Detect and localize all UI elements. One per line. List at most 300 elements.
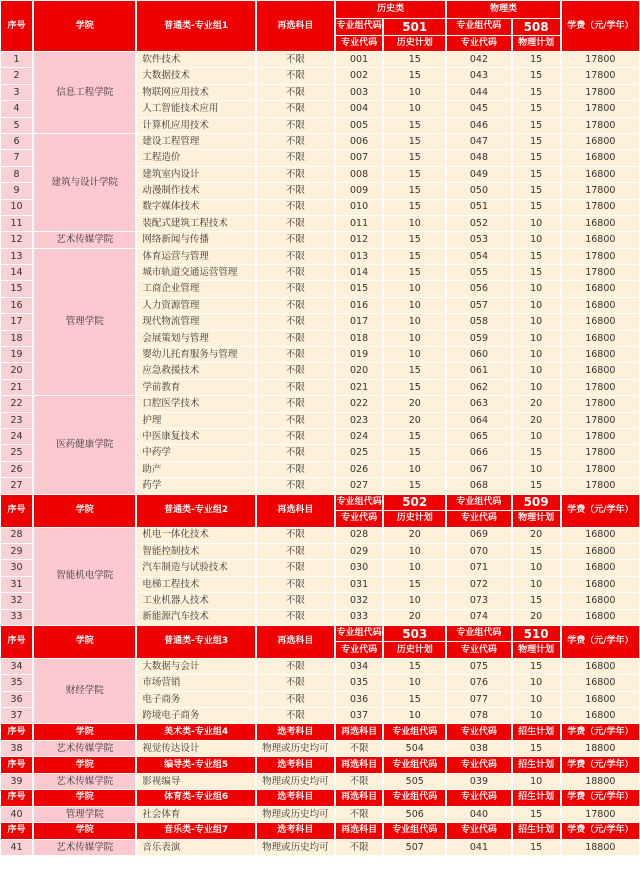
- header-group-title: 普通类-专业组1: [137, 1, 254, 51]
- seq-cell: 20: [1, 363, 32, 378]
- fee-cell: 17800: [562, 807, 639, 822]
- fee-cell: 17800: [562, 478, 639, 493]
- major-name-cell: 装配式建筑工程技术: [137, 216, 254, 231]
- fee-cell: 16800: [562, 675, 639, 690]
- header-group-code: 专业组代码: [336, 626, 382, 642]
- phys-plan-cell: 20: [513, 413, 560, 428]
- watermark: 高考直通车: [564, 864, 630, 878]
- phys-group-code: 509: [513, 495, 560, 511]
- phys-major-code-cell: 067: [447, 462, 510, 477]
- elective-cell: 不限: [336, 774, 382, 789]
- hist-plan-cell: 15: [384, 183, 445, 198]
- header-college: 学院: [34, 1, 135, 51]
- elective-cell: 不限: [257, 528, 334, 543]
- college-cell: 艺术传媒学院: [34, 774, 135, 789]
- seq-cell: 40: [1, 807, 32, 822]
- phys-plan-cell: 15: [513, 85, 560, 100]
- exam-subject-cell: 物理或历史均可: [257, 840, 334, 855]
- hist-major-code-cell: 024: [336, 429, 382, 444]
- college-cell: 财经学院: [34, 659, 135, 724]
- seq-cell: 18: [1, 331, 32, 346]
- fee-cell: 17800: [562, 85, 639, 100]
- header-seq: 序号: [1, 757, 32, 773]
- fee-cell: 16800: [562, 150, 639, 165]
- hist-major-code-cell: 025: [336, 445, 382, 460]
- phys-plan-cell: 15: [513, 249, 560, 264]
- phys-major-code-cell: 047: [447, 134, 510, 149]
- table-row: [1, 807, 639, 822]
- phys-plan-cell: 15: [513, 150, 560, 165]
- major-name-cell: 建设工程管理: [137, 134, 254, 149]
- phys-major-code-cell: 070: [447, 544, 510, 559]
- hist-plan-cell: 10: [384, 708, 445, 723]
- hist-group-code: 503: [384, 626, 445, 642]
- header-seq: 序号: [1, 823, 32, 839]
- header-group-code: 专业组代码: [384, 823, 445, 839]
- header-exam-subject: 选考科目: [257, 790, 334, 806]
- fee-cell: 18800: [562, 741, 639, 756]
- group-header: [1, 626, 639, 642]
- header-group-title: 普通类-专业组2: [137, 495, 254, 527]
- hist-plan-cell: 15: [384, 118, 445, 133]
- header-college: 学院: [34, 757, 135, 773]
- header-college: 学院: [34, 790, 135, 806]
- phys-plan-cell: 20: [513, 528, 560, 543]
- hist-major-code-cell: 012: [336, 232, 382, 247]
- seq-cell: 26: [1, 462, 32, 477]
- major-name-cell: 护理: [137, 413, 254, 428]
- hist-plan-cell: 10: [384, 314, 445, 329]
- phys-major-code-cell: 072: [447, 577, 510, 592]
- phys-plan-cell: 10: [513, 216, 560, 231]
- hist-plan-cell: 15: [384, 478, 445, 493]
- header-elective: 再选科目: [336, 757, 382, 773]
- fee-cell: 16800: [562, 216, 639, 231]
- elective-cell: 不限: [257, 560, 334, 575]
- hist-major-code-cell: 021: [336, 380, 382, 395]
- major-code-cell: 038: [447, 741, 510, 756]
- hist-major-code-cell: 023: [336, 413, 382, 428]
- table-row: [1, 528, 639, 543]
- phys-plan-cell: 10: [513, 675, 560, 690]
- major-name-cell: 计算机应用技术: [137, 118, 254, 133]
- major-name-cell: 应急救援技术: [137, 363, 254, 378]
- fee-cell: 17800: [562, 445, 639, 460]
- phys-plan-cell: 15: [513, 183, 560, 198]
- elective-cell: 不限: [257, 216, 334, 231]
- elective-cell: 不限: [257, 445, 334, 460]
- elective-cell: 不限: [336, 840, 382, 855]
- hist-plan-cell: 15: [384, 429, 445, 444]
- fee-cell: 18800: [562, 840, 639, 855]
- exam-subject-cell: 物理或历史均可: [257, 774, 334, 789]
- elective-cell: 不限: [257, 544, 334, 559]
- seq-cell: 36: [1, 692, 32, 707]
- fee-cell: 16800: [562, 347, 639, 362]
- header-group-code: 专业组代码: [384, 724, 445, 740]
- phys-plan-cell: 10: [513, 331, 560, 346]
- seq-cell: 21: [1, 380, 32, 395]
- hist-plan-cell: 15: [384, 232, 445, 247]
- fee-cell: 16800: [562, 134, 639, 149]
- exam-subject-cell: 物理或历史均可: [257, 741, 334, 756]
- major-name-cell: 电梯工程技术: [137, 577, 254, 592]
- elective-cell: 不限: [257, 593, 334, 608]
- fee-cell: 17800: [562, 380, 639, 395]
- header-seq: 序号: [1, 1, 32, 51]
- header-fee: 学费（元/学年）: [562, 790, 639, 806]
- seq-cell: 11: [1, 216, 32, 231]
- phys-major-code-cell: 050: [447, 183, 510, 198]
- seq-cell: 33: [1, 610, 32, 625]
- phys-plan-cell: 10: [513, 560, 560, 575]
- hist-major-code-cell: 010: [336, 200, 382, 215]
- seq-cell: 15: [1, 281, 32, 296]
- fee-cell: 17800: [562, 118, 639, 133]
- fee-cell: 17800: [562, 265, 639, 280]
- major-name-cell: 新能源汽车技术: [137, 610, 254, 625]
- header-seq: 序号: [1, 724, 32, 740]
- phys-major-code-cell: 061: [447, 363, 510, 378]
- seq-cell: 12: [1, 232, 32, 247]
- seq-cell: 29: [1, 544, 32, 559]
- seq-cell: 16: [1, 298, 32, 313]
- phys-major-code-cell: 069: [447, 528, 510, 543]
- phys-plan-cell: 15: [513, 200, 560, 215]
- hist-plan-cell: 15: [384, 249, 445, 264]
- elective-cell: 不限: [257, 281, 334, 296]
- elective-cell: 不限: [257, 314, 334, 329]
- major-code-cell: 040: [447, 807, 510, 822]
- header-major-code: 专业代码: [336, 511, 382, 527]
- major-name-cell: 影视编导: [137, 774, 254, 789]
- phys-plan-cell: 10: [513, 347, 560, 362]
- header-major-code: 专业代码: [447, 642, 510, 658]
- major-name-cell: 工商企业管理: [137, 281, 254, 296]
- phys-plan-cell: 10: [513, 462, 560, 477]
- table-row: [1, 134, 639, 149]
- header-fee: 学费（元/学年）: [562, 626, 639, 658]
- fee-cell: 16800: [562, 708, 639, 723]
- header-group-title: 编导类-专业组5: [137, 757, 254, 773]
- phys-plan-cell: 10: [513, 298, 560, 313]
- phys-major-code-cell: 054: [447, 249, 510, 264]
- phys-plan-cell: 15: [513, 167, 560, 182]
- phys-plan-cell: 10: [513, 380, 560, 395]
- seq-cell: 34: [1, 659, 32, 674]
- fee-cell: 16800: [562, 692, 639, 707]
- hist-plan-cell: 10: [384, 216, 445, 231]
- seq-cell: 6: [1, 134, 32, 149]
- phys-major-code-cell: 059: [447, 331, 510, 346]
- elective-cell: 不限: [257, 429, 334, 444]
- phys-plan-cell: 10: [513, 577, 560, 592]
- college-cell: 艺术传媒学院: [34, 741, 135, 756]
- elective-cell: 不限: [257, 363, 334, 378]
- header-exam-subject: 选考科目: [257, 757, 334, 773]
- phys-major-code-cell: 077: [447, 692, 510, 707]
- hist-plan-cell: 15: [384, 200, 445, 215]
- group-code-cell: 504: [384, 741, 445, 756]
- major-name-cell: 人力资源管理: [137, 298, 254, 313]
- elective-cell: 不限: [257, 478, 334, 493]
- major-name-cell: 物联网应用技术: [137, 85, 254, 100]
- group-header: [1, 1, 639, 18]
- enroll-plan-cell: 15: [513, 807, 560, 822]
- hist-major-code-cell: 030: [336, 560, 382, 575]
- fee-cell: 16800: [562, 610, 639, 625]
- group-code-cell: 506: [384, 807, 445, 822]
- header-fee: 学费（元/学年）: [562, 724, 639, 740]
- seq-cell: 27: [1, 478, 32, 493]
- seq-cell: 30: [1, 560, 32, 575]
- header-enroll-plan: 招生计划: [513, 790, 560, 806]
- hist-major-code-cell: 008: [336, 167, 382, 182]
- elective-cell: 不限: [257, 134, 334, 149]
- fee-cell: 17800: [562, 429, 639, 444]
- header-exam-subject: 选考科目: [257, 823, 334, 839]
- elective-cell: 不限: [257, 413, 334, 428]
- hist-major-code-cell: 002: [336, 68, 382, 83]
- major-name-cell: 数字媒体技术: [137, 200, 254, 215]
- header-major-code: 专业代码: [336, 642, 382, 658]
- hist-major-code-cell: 026: [336, 462, 382, 477]
- header-phys-plan: 物理计划: [513, 511, 560, 527]
- header-enroll-plan: 招生计划: [513, 823, 560, 839]
- seq-cell: 31: [1, 577, 32, 592]
- header-seq: 序号: [1, 626, 32, 658]
- header-elective: 再选科目: [257, 626, 334, 658]
- phys-plan-cell: 10: [513, 708, 560, 723]
- seq-cell: 24: [1, 429, 32, 444]
- phys-group-code: 510: [513, 626, 560, 642]
- table-row: [1, 659, 639, 674]
- fee-cell: 16800: [562, 528, 639, 543]
- header-physics: 物理类: [447, 1, 559, 18]
- hist-major-code-cell: 014: [336, 265, 382, 280]
- phys-major-code-cell: 049: [447, 167, 510, 182]
- seq-cell: 35: [1, 675, 32, 690]
- elective-cell: 不限: [257, 200, 334, 215]
- major-name-cell: 机电一体化技术: [137, 528, 254, 543]
- phys-major-code-cell: 076: [447, 675, 510, 690]
- fee-cell: 17800: [562, 413, 639, 428]
- enroll-plan-cell: 15: [513, 840, 560, 855]
- header-college: 学院: [34, 823, 135, 839]
- phys-plan-cell: 15: [513, 445, 560, 460]
- art-group-header: [1, 757, 639, 773]
- table-row: [1, 741, 639, 756]
- phys-major-code-cell: 075: [447, 659, 510, 674]
- hist-major-code-cell: 032: [336, 593, 382, 608]
- hist-major-code-cell: 033: [336, 610, 382, 625]
- header-fee: 学费（元/学年）: [562, 1, 639, 51]
- fee-cell: 16800: [562, 363, 639, 378]
- header-major-code: 专业代码: [336, 36, 382, 52]
- hist-plan-cell: 20: [384, 413, 445, 428]
- phys-major-code-cell: 044: [447, 85, 510, 100]
- hist-major-code-cell: 007: [336, 150, 382, 165]
- elective-cell: 不限: [257, 118, 334, 133]
- group-code-cell: 507: [384, 840, 445, 855]
- fee-cell: 17800: [562, 68, 639, 83]
- seq-cell: 17: [1, 314, 32, 329]
- major-name-cell: 软件技术: [137, 52, 254, 67]
- college-cell: 管理学院: [34, 807, 135, 822]
- phys-major-code-cell: 068: [447, 478, 510, 493]
- seq-cell: 28: [1, 528, 32, 543]
- header-group-code: 专业组代码: [447, 19, 510, 35]
- header-phys-plan: 物理计划: [513, 36, 560, 52]
- seq-cell: 3: [1, 85, 32, 100]
- major-name-cell: 药学: [137, 478, 254, 493]
- fee-cell: 17800: [562, 52, 639, 67]
- major-name-cell: 中药学: [137, 445, 254, 460]
- phys-group-code: 508: [513, 19, 560, 35]
- header-elective: 再选科目: [336, 724, 382, 740]
- major-name-cell: 汽车制造与试验技术: [137, 560, 254, 575]
- phys-plan-cell: 10: [513, 281, 560, 296]
- table-row: [1, 52, 639, 67]
- major-name-cell: 学前教育: [137, 380, 254, 395]
- hist-major-code-cell: 022: [336, 396, 382, 411]
- elective-cell: 不限: [336, 741, 382, 756]
- header-elective: 再选科目: [336, 790, 382, 806]
- phys-plan-cell: 10: [513, 692, 560, 707]
- hist-major-code-cell: 019: [336, 347, 382, 362]
- hist-plan-cell: 10: [384, 347, 445, 362]
- header-college: 学院: [34, 724, 135, 740]
- art-group-header: [1, 823, 639, 839]
- major-code-cell: 039: [447, 774, 510, 789]
- fee-cell: 16800: [562, 577, 639, 592]
- header-group-title: 体育类-专业组6: [137, 790, 254, 806]
- major-name-cell: 音乐表演: [137, 840, 254, 855]
- hist-major-code-cell: 027: [336, 478, 382, 493]
- phys-major-code-cell: 062: [447, 380, 510, 395]
- header-major-code: 专业代码: [447, 511, 510, 527]
- seq-cell: 13: [1, 249, 32, 264]
- header-major-code: 专业代码: [447, 823, 510, 839]
- major-name-cell: 工业机器人技术: [137, 593, 254, 608]
- hist-major-code-cell: 031: [336, 577, 382, 592]
- table-row: [1, 774, 639, 789]
- elective-cell: 不限: [257, 577, 334, 592]
- major-name-cell: 跨境电子商务: [137, 708, 254, 723]
- enroll-plan-cell: 15: [513, 741, 560, 756]
- major-name-cell: 智能控制技术: [137, 544, 254, 559]
- header-hist-plan: 历史计划: [384, 511, 445, 527]
- hist-major-code-cell: 003: [336, 85, 382, 100]
- header-phys-plan: 物理计划: [513, 642, 560, 658]
- seq-cell: 23: [1, 413, 32, 428]
- elective-cell: 不限: [257, 68, 334, 83]
- major-name-cell: 口腔医学技术: [137, 396, 254, 411]
- hist-plan-cell: 10: [384, 560, 445, 575]
- major-name-cell: 大数据技术: [137, 68, 254, 83]
- seq-cell: 9: [1, 183, 32, 198]
- seq-cell: 41: [1, 840, 32, 855]
- college-cell: 信息工程学院: [34, 52, 135, 133]
- major-name-cell: 会展策划与管理: [137, 331, 254, 346]
- major-name-cell: 人工智能技术应用: [137, 101, 254, 116]
- seq-cell: 38: [1, 741, 32, 756]
- seq-cell: 2: [1, 68, 32, 83]
- hist-plan-cell: 10: [384, 462, 445, 477]
- elective-cell: 不限: [257, 265, 334, 280]
- hist-group-code: 501: [384, 19, 445, 35]
- header-enroll-plan: 招生计划: [513, 724, 560, 740]
- hist-plan-cell: 15: [384, 265, 445, 280]
- hist-plan-cell: 10: [384, 675, 445, 690]
- elective-cell: 不限: [257, 610, 334, 625]
- header-exam-subject: 选考科目: [257, 724, 334, 740]
- phys-major-code-cell: 078: [447, 708, 510, 723]
- hist-plan-cell: 10: [384, 298, 445, 313]
- hist-major-code-cell: 020: [336, 363, 382, 378]
- college-cell: 智能机电学院: [34, 528, 135, 625]
- fee-cell: 17800: [562, 249, 639, 264]
- hist-major-code-cell: 017: [336, 314, 382, 329]
- phys-plan-cell: 15: [513, 134, 560, 149]
- header-seq: 序号: [1, 495, 32, 527]
- table-row: [1, 396, 639, 411]
- elective-cell: 不限: [257, 150, 334, 165]
- header-seq: 序号: [1, 790, 32, 806]
- phys-plan-cell: 15: [513, 265, 560, 280]
- phys-major-code-cell: 048: [447, 150, 510, 165]
- major-name-cell: 社会体育: [137, 807, 254, 822]
- seq-cell: 14: [1, 265, 32, 280]
- elective-cell: 不限: [257, 167, 334, 182]
- fee-cell: 16800: [562, 659, 639, 674]
- header-group-code: 专业组代码: [447, 495, 510, 511]
- phys-plan-cell: 15: [513, 544, 560, 559]
- elective-cell: 不限: [257, 396, 334, 411]
- phys-plan-cell: 15: [513, 101, 560, 116]
- header-group-title: 音乐类-专业组7: [137, 823, 254, 839]
- hist-plan-cell: 15: [384, 150, 445, 165]
- header-group-title: 美术类-专业组4: [137, 724, 254, 740]
- fee-cell: 16800: [562, 232, 639, 247]
- seq-cell: 8: [1, 167, 32, 182]
- elective-cell: 不限: [257, 347, 334, 362]
- phys-major-code-cell: 057: [447, 298, 510, 313]
- hist-major-code-cell: 013: [336, 249, 382, 264]
- header-enroll-plan: 招生计划: [513, 757, 560, 773]
- phys-plan-cell: 15: [513, 68, 560, 83]
- header-elective: 再选科目: [257, 1, 334, 51]
- hist-plan-cell: 10: [384, 101, 445, 116]
- phys-plan-cell: 15: [513, 118, 560, 133]
- phys-plan-cell: 15: [513, 593, 560, 608]
- major-name-cell: 助产: [137, 462, 254, 477]
- hist-plan-cell: 15: [384, 659, 445, 674]
- header-major-code: 专业代码: [447, 36, 510, 52]
- seq-cell: 37: [1, 708, 32, 723]
- major-name-cell: 建筑室内设计: [137, 167, 254, 182]
- college-cell: 艺术传媒学院: [34, 232, 135, 247]
- hist-plan-cell: 15: [384, 380, 445, 395]
- seq-cell: 39: [1, 774, 32, 789]
- seq-cell: 25: [1, 445, 32, 460]
- header-major-code: 专业代码: [447, 724, 510, 740]
- elective-cell: 不限: [257, 183, 334, 198]
- hist-plan-cell: 20: [384, 610, 445, 625]
- phys-major-code-cell: 052: [447, 216, 510, 231]
- elective-cell: 不限: [257, 692, 334, 707]
- hist-major-code-cell: 016: [336, 298, 382, 313]
